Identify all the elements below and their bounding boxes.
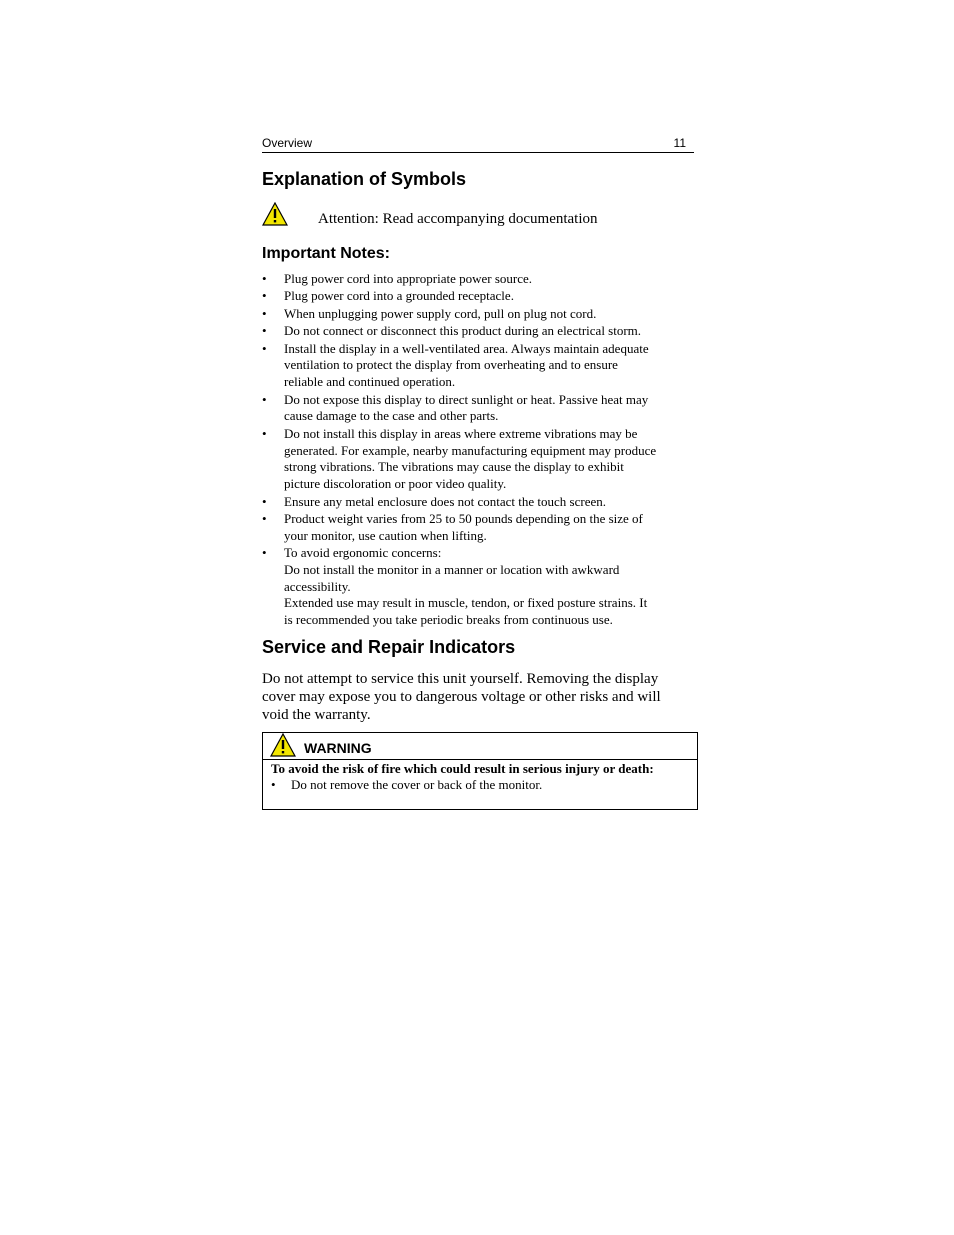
note-line: strong vibrations. The vibrations may cause the display to exhibit xyxy=(284,459,624,475)
notes-heading: Important Notes: xyxy=(262,245,390,262)
attention-text: Attention: Read accompanying documentation xyxy=(318,211,598,227)
paragraph-line: cover may expose you to dangerous voltage or other risks and will xyxy=(262,689,661,705)
note-line: ventilation to protect the display from overheating and to ensure xyxy=(284,357,618,373)
bullet: • xyxy=(262,305,267,321)
warning-instruction: To avoid the risk of fire which could result in serious injury or death: xyxy=(271,761,654,776)
warning-label: WARNING xyxy=(304,740,372,756)
note-item xyxy=(262,545,698,629)
note-item xyxy=(262,271,698,288)
bullet: • xyxy=(262,340,267,356)
bullet: • xyxy=(262,425,267,441)
note-line: Product weight varies from 25 to 50 pounds depending on the size of xyxy=(284,510,643,526)
page-header xyxy=(262,134,694,153)
note-line: reliable and continued operation. xyxy=(284,374,456,390)
note-line: your monitor, use caution when lifting. xyxy=(284,527,487,543)
note-line: Do not install this display in areas where extreme vibrations may be xyxy=(284,425,638,441)
bullet: • xyxy=(262,271,267,286)
warning-box xyxy=(262,732,698,810)
note-item xyxy=(262,323,698,340)
bullet: • xyxy=(262,493,267,509)
paragraph-line: void the warranty. xyxy=(262,707,371,723)
note-line: When unplugging power supply cord, pull on plug not cord. xyxy=(284,305,597,321)
bullet: • xyxy=(271,777,276,792)
note-line: Plug power cord into a grounded receptacle. xyxy=(284,288,514,304)
note-line: To avoid ergonomic concerns: xyxy=(284,545,442,561)
note-line: is recommended you take periodic breaks from continuous use. xyxy=(284,612,613,628)
note-line: cause damage to the case and other parts. xyxy=(284,408,499,424)
note-line: generated. For example, nearby manufacturing equipment may produce xyxy=(284,442,657,458)
note-item xyxy=(262,426,698,493)
note-line: picture discoloration or poor video quality. xyxy=(284,476,507,492)
paragraph-line: Do not attempt to service this unit yourself. Removing the display xyxy=(262,671,659,687)
note-line: Do not expose this display to direct sunlight or heat. Passive heat may xyxy=(284,391,649,407)
note-line: Extended use may result in muscle, tendon, or fixed posture strains. It xyxy=(284,595,648,611)
bullet: • xyxy=(262,545,267,561)
warning-triangle-icon xyxy=(262,202,288,226)
notes-list xyxy=(262,271,698,630)
note-line: accessibility. xyxy=(284,578,351,594)
note-item xyxy=(262,494,698,511)
note-line: Ensure any metal enclosure does not contact the touch screen. xyxy=(284,493,606,509)
note-line: Do not install the monitor in a manner or location with awkward xyxy=(284,561,620,577)
page-number: 11 xyxy=(673,136,686,150)
warning-list-item xyxy=(271,777,542,793)
note-item xyxy=(262,341,698,391)
note-item xyxy=(262,511,698,545)
bullet: • xyxy=(262,391,267,407)
warning-triangle-icon xyxy=(270,733,296,757)
bullet: • xyxy=(262,510,267,526)
note-line: Install the display in a well-ventilated area. Always maintain adequate xyxy=(284,340,649,356)
symbols-heading: Explanation of Symbols xyxy=(262,169,467,189)
service-paragraph xyxy=(262,670,692,724)
note-line: Do not connect or disconnect this product during an electrical storm. xyxy=(284,323,642,339)
note-line: Plug power cord into appropriate power source. xyxy=(284,271,533,286)
section-name: Overview xyxy=(262,136,313,150)
note-item xyxy=(262,306,698,323)
note-item xyxy=(262,392,698,426)
bullet: • xyxy=(262,288,267,304)
bullet: • xyxy=(262,323,267,339)
service-heading: Service and Repair Indicators xyxy=(262,637,516,657)
warning-item-text: Do not remove the cover or back of the monitor. xyxy=(291,777,543,792)
note-item xyxy=(262,288,698,305)
warning-header xyxy=(263,733,697,760)
